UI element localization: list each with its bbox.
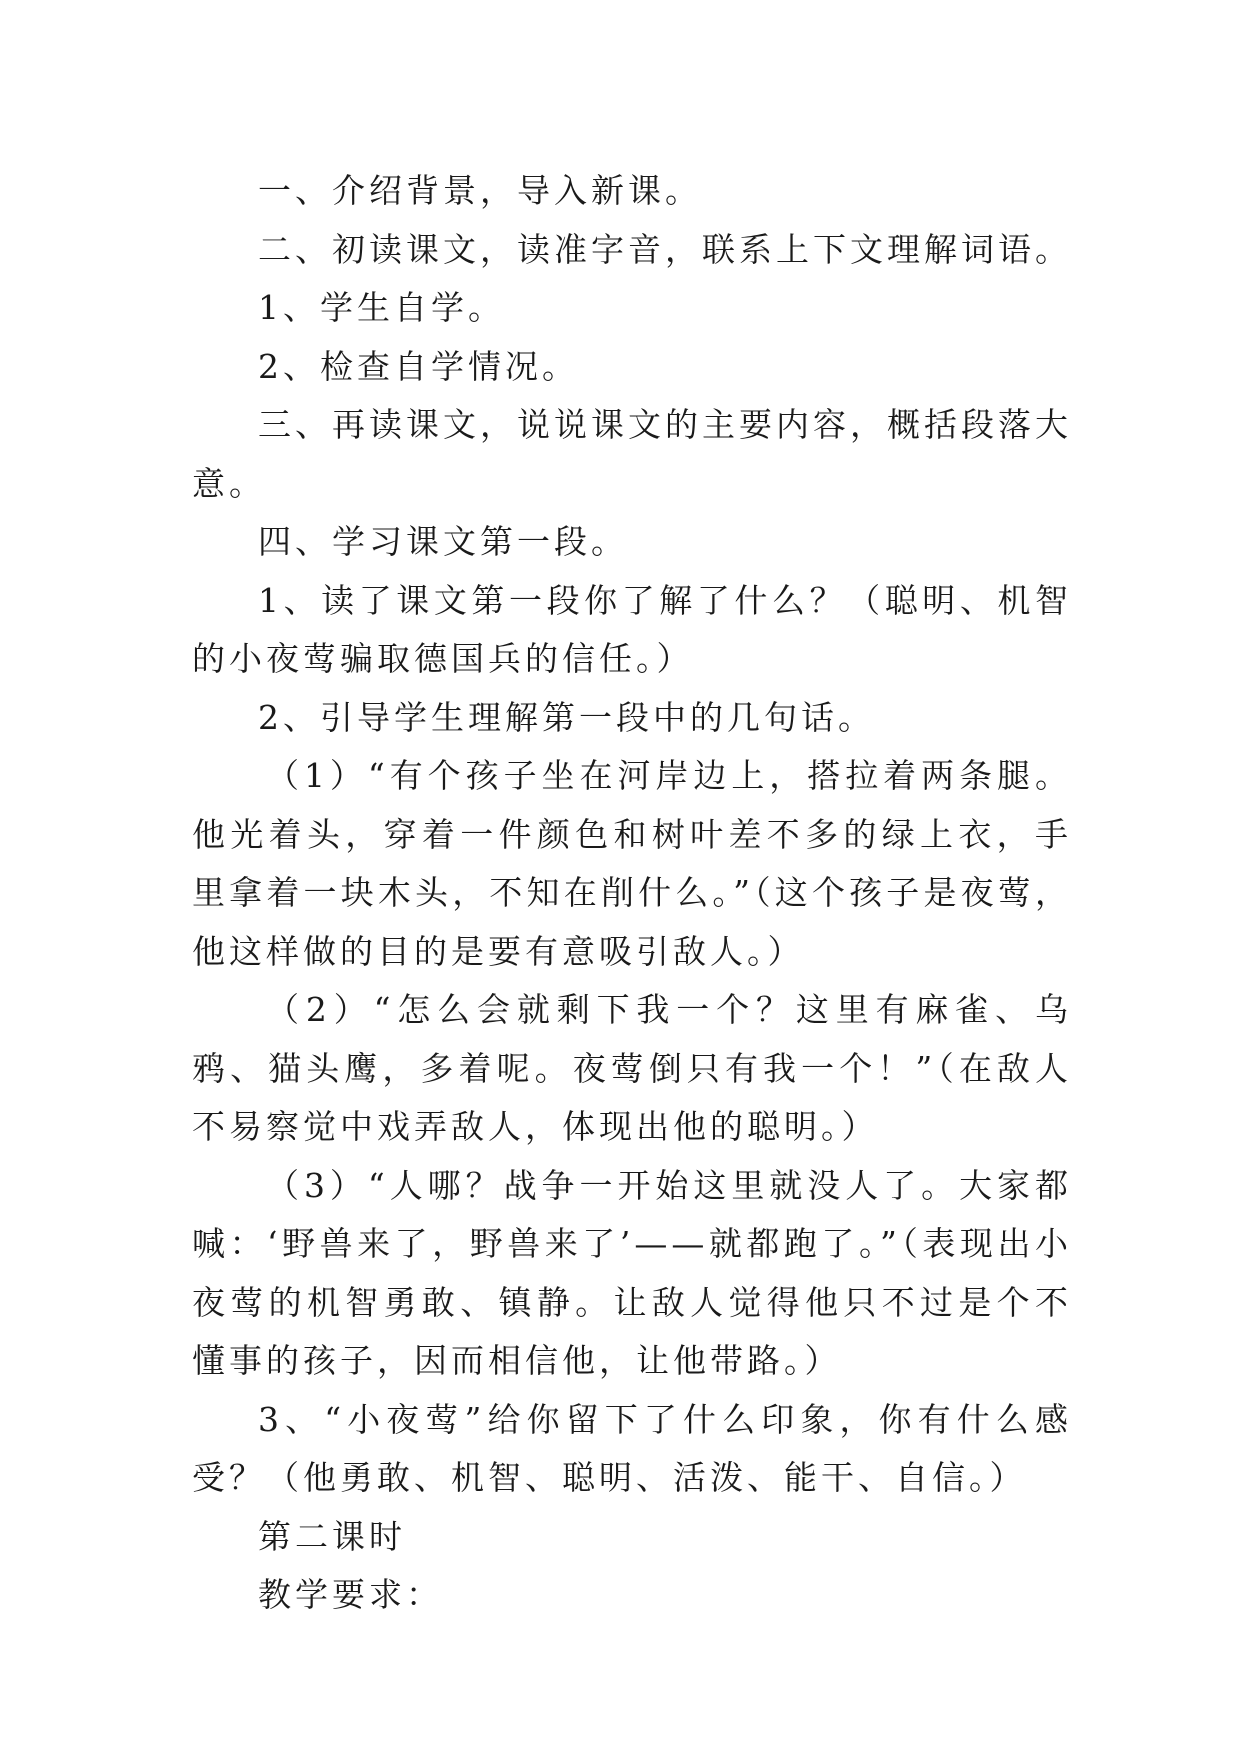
step-self-study: 1、学生自学。 [258,288,505,327]
section-heading-reread: 三、再读课文，说说课文的主要内容，概括段落大意。 [192,405,1072,503]
section-heading-paragraph-one: 四、学习课文第一段。 [258,522,628,561]
question-understanding: 1、读了课文第一段你了解了什么？（聪明、机智的小夜莺骗取德国兵的信任。） [192,580,1072,678]
section-heading-intro: 一、介绍背景，导入新课。 [258,171,702,210]
teaching-requirements-heading: 教学要求： [258,1575,443,1614]
step-check-self-study: 2、检查自学情况。 [258,346,579,386]
section-heading-first-reading: 二、初读课文，读准字音，联系上下文理解词语。 [258,229,1072,269]
lesson-two-heading: 第二课时 [258,1516,406,1556]
question-impression: 3、“小夜莺”给你留下了什么印象，你有什么感受？（他勇敢、机智、聪明、活泼、能干、自信。） [192,1399,1072,1497]
quote-item-1: （1）“有个孩子坐在河岸边上，搭拉着两条腿。他光着头，穿着一件颜色和树叶差不多的绿上衣，手里拿着一块木头，不知在削什么。”（这个孩子是夜莺，他这样做的目的是要有意吸引敌人。） [192,756,1072,971]
document-body [192,162,1072,1625]
quote-item-3: （3）“人哪？战争一开始这里就没人了。大家都喊：‘野兽来了，野兽来了’——就都跑了。”（表现出小夜莺的机智勇敢、镇静。让敌人觉得他只不过是个不懂事的孩子，因而相信他，让他带路。） [192,1165,1072,1380]
step-guide-sentences: 2、引导学生理解第一段中的几句话。 [258,697,875,737]
quote-item-2: （2）“怎么会就剩下我一个？这里有麻雀、乌鸦、猫头鹰，多着呢。夜莺倒只有我一个！”（在敌人不易察觉中戏弄敌人，体现出他的聪明。） [192,990,1072,1146]
